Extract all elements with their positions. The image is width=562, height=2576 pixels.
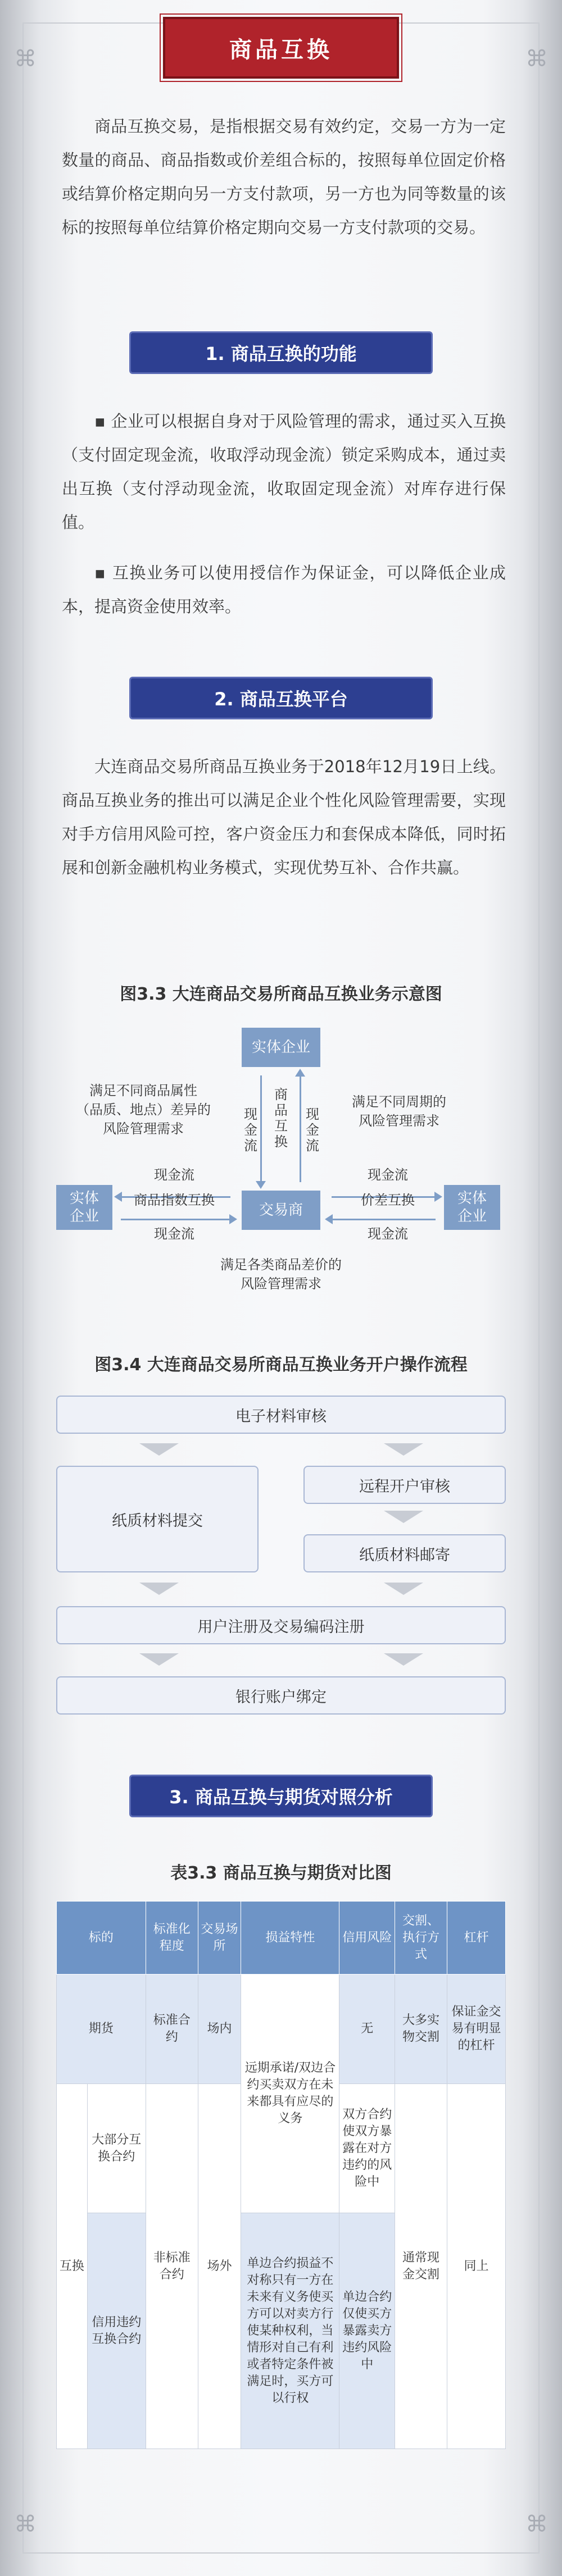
- vertical-label-right: 现金流: [306, 1106, 319, 1153]
- cell-futures-venue: 场内: [198, 1975, 241, 2084]
- arrow-right-bottom: [332, 1219, 436, 1220]
- cell-shared-pnl: 远期承诺/双边合约买卖双方在未来都具有应尽的义务: [241, 1975, 339, 2213]
- corner-ornament-icon: ⌘: [525, 2511, 548, 2537]
- right-mid-label: 价差互换: [361, 1192, 415, 1208]
- cell-swap-leverage: 同上: [447, 2084, 505, 2449]
- flow-chevron-icon: [139, 1443, 179, 1456]
- note-top-right: 满足不同周期的 风险管理需求: [352, 1094, 446, 1129]
- flow-step-e-material: 电子材料审核: [56, 1396, 506, 1434]
- left-bottom-label: 现金流: [154, 1226, 194, 1242]
- flow-chevron-icon: [139, 1583, 179, 1595]
- left-top-label: 现金流: [154, 1167, 194, 1183]
- cell-credit-linked-name: 信用违约互换合约: [87, 2213, 146, 2449]
- cell-majority-credit: 双方合约使双方暴露在对方违约的风险中: [339, 2084, 395, 2213]
- right-bottom-label: 现金流: [368, 1226, 408, 1242]
- cell-majority-name: 大部分互换合约: [87, 2084, 146, 2213]
- corner-ornament-icon: ⌘: [14, 46, 37, 72]
- section3-heading-text: 3. 商品互换与期货对照分析: [169, 1786, 393, 1808]
- note-bottom: 满足各类商品差价的 风险管理需求: [220, 1257, 342, 1292]
- flow-step-register: 用户注册及交易编码注册: [56, 1606, 506, 1644]
- header-underlying: 标的: [57, 1902, 146, 1975]
- intro-paragraph: 商品互换交易，是指根据交易有效约定，交易一方为一定数量的商品、商品指数或价差组合标的，按照每单位固定价格或结算价格定期向另一方支付款项，另一方也为同等数量的该标的按照每单位结算价格定期向交易一方支付款项的交易。: [62, 117, 506, 237]
- cell-futures-credit: 无: [339, 1975, 395, 2084]
- flow-chevron-icon: [384, 1583, 423, 1595]
- cell-swap-delivery: 通常现金交割: [395, 2084, 447, 2449]
- flow-step-remote-review: 远程开户审核: [303, 1466, 506, 1504]
- page-title-banner: [163, 17, 399, 79]
- flow-chevron-icon: [139, 1653, 179, 1666]
- header-leverage: 杠杆: [447, 1902, 505, 1975]
- corner-ornament-icon: ⌘: [525, 46, 548, 72]
- cell-swap-venue: 场外: [198, 2084, 241, 2449]
- header-credit: 信用风险: [339, 1902, 395, 1975]
- diagram-box-left-enterprise: 实体 企业: [56, 1185, 112, 1230]
- arrow-down-left: [260, 1075, 262, 1182]
- comparison-table: [56, 1901, 506, 2449]
- section1-bullet-2: ▪ 互换业务可以使用授信作为保证金，可以降低企业成本，提高资金使用效率。: [62, 563, 506, 616]
- header-pnl: 损益特性: [241, 1902, 339, 1975]
- table-title: 表3.3 商品互换与期货对比图: [170, 1863, 392, 1883]
- page-title: 商品互换: [229, 37, 333, 63]
- cell-futures-std: 标准合约: [146, 1975, 198, 2084]
- vertical-label-mid: 商品互换: [274, 1087, 288, 1150]
- flow-chevron-icon: [384, 1653, 423, 1666]
- cell-swap-label: 互换: [57, 2084, 88, 2449]
- diagram-box-dealer: 交易商: [242, 1191, 320, 1230]
- section2-paragraph: 大连商品交易所商品互换业务于2018年12月19日上线。商品互换业务的推出可以满足企业个性化风险管理需要，实现对手方信用风险可控，客户资金压力和套保成本降低，同时拓展和创新金融机构业务模式，实现优势互补、合作共赢。: [62, 757, 506, 877]
- flow-step-paper-submit: 纸质材料提交: [56, 1466, 259, 1572]
- header-standardization: 标准化程度: [146, 1902, 198, 1975]
- table-header-row: [57, 1902, 506, 1975]
- diagram-box-right-enterprise: 实体 企业: [444, 1185, 500, 1230]
- cell-credit-linked-credit: 单边合约仅使买方暴露卖方违约风险中: [339, 2213, 395, 2449]
- vertical-label-left: 现金流: [244, 1106, 257, 1153]
- corner-ornament-icon: ⌘: [14, 2511, 37, 2537]
- section1-bullet-1: ▪ 企业可以根据自身对于风险管理的需求，通过买入互换（支付固定现金流，收取浮动现金流）锁定采购成本，通过卖出互换（支付浮动现金流，收取固定现金流）对库存进行保值。: [62, 412, 506, 532]
- arrow-up-right: [300, 1075, 301, 1182]
- figure34-title: 图3.4 大连商品交易所商品互换业务开户操作流程: [94, 1355, 468, 1375]
- flow-step-mail: 纸质材料邮寄: [303, 1534, 506, 1572]
- section3-heading: [129, 1775, 433, 1817]
- note-top-left: 满足不同商品属性 （品质、地点）差异的 风险管理需求: [76, 1083, 211, 1137]
- table-row-futures: [57, 1975, 506, 2084]
- section1-heading: [129, 331, 433, 374]
- section2-heading-text: 2. 商品互换平台: [214, 689, 348, 710]
- arrow-left-bottom: [121, 1219, 230, 1220]
- left-mid-label: 商品指数互换: [134, 1192, 215, 1208]
- header-venue: 交易场所: [198, 1902, 241, 1975]
- cell-swap-std: 非标准合约: [146, 2084, 198, 2449]
- section1-heading-text: 1. 商品互换的功能: [205, 343, 357, 364]
- diagram-box-top-enterprise: 实体企业: [242, 1028, 320, 1067]
- cell-futures-delivery: 大多实物交割: [395, 1975, 447, 2084]
- figure33-title: 图3.3 大连商品交易所商品互换业务示意图: [120, 984, 442, 1004]
- flow-chevron-icon: [384, 1443, 423, 1456]
- header-delivery: 交割、执行方式: [395, 1902, 447, 1975]
- right-top-label: 现金流: [368, 1167, 408, 1183]
- flow-step-bank: 银行账户绑定: [56, 1676, 506, 1715]
- flow-chevron-icon: [384, 1511, 423, 1523]
- cell-credit-linked-pnl: 单边合约损益不对称只有一方在未来有义务使买方可以对卖方行使某种权利，当情形对自己有利或者特定条件被满足时，买方可以行权: [241, 2213, 339, 2449]
- section2-heading: [129, 677, 433, 719]
- cell-futures-leverage: 保证金交易有明显的杠杆: [447, 1975, 505, 2084]
- cell-futures-name: 期货: [57, 1975, 146, 2084]
